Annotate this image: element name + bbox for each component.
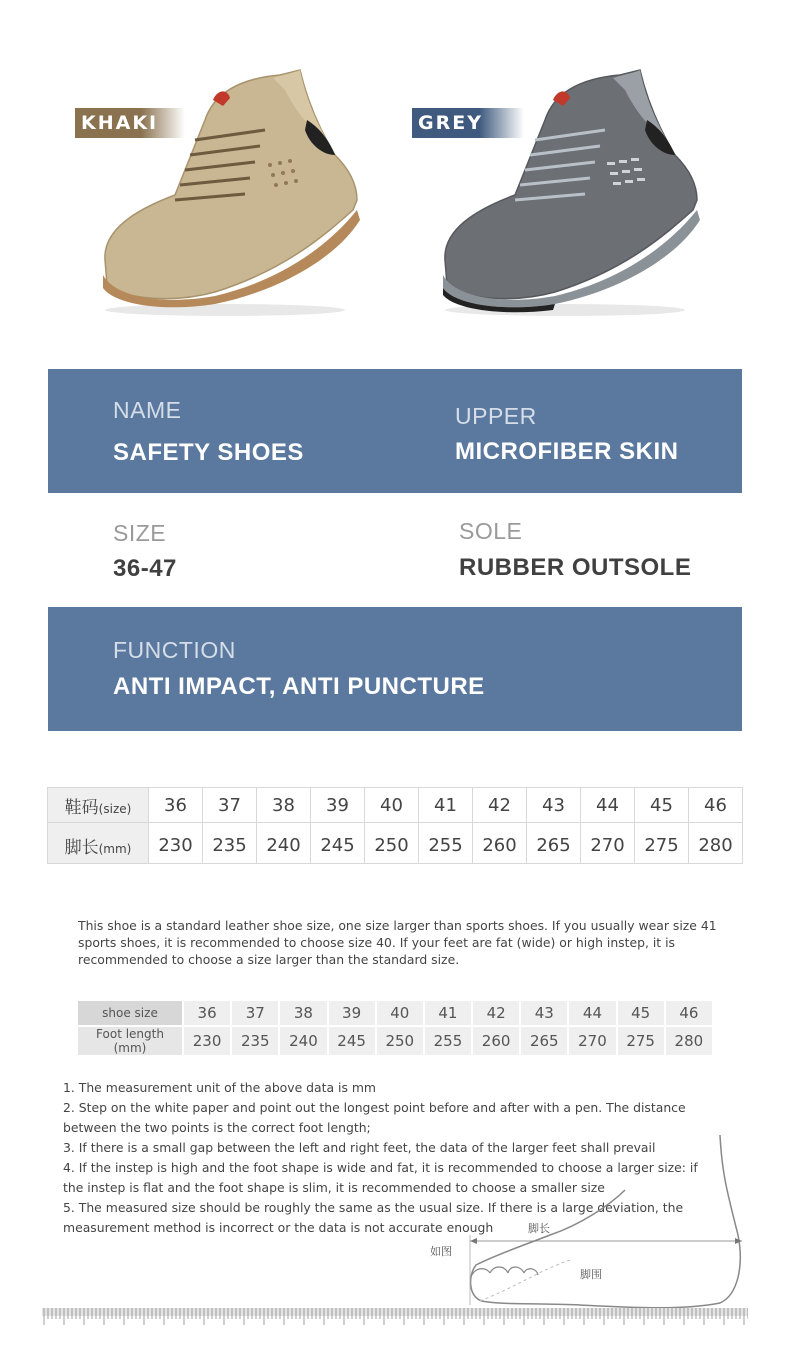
length-cell: 245 — [329, 1027, 375, 1055]
length-cell: 235 — [232, 1027, 278, 1055]
foot-length-row — [78, 1027, 712, 1055]
foot-length-header: Foot length (mm) — [78, 1027, 182, 1055]
instruction-item: 3. If there is a small gap between the left and right feet, the data of the larger feet shall prevail — [63, 1140, 656, 1155]
shoe-size-row — [78, 1001, 712, 1025]
length-cell: 230 — [149, 823, 203, 864]
khaki-shoe-image — [95, 60, 370, 320]
size-cell: 42 — [473, 1001, 519, 1025]
size-cell: 38 — [257, 788, 311, 823]
instruction-item: 5. The measured size should be roughly the same as the usual size. If there is a large deviation, the measurement method is incorrect or the data is not accurate enough — [63, 1200, 684, 1235]
size-cell: 42 — [473, 788, 527, 823]
spec-upper-value: MICROFIBER SKIN — [455, 438, 679, 465]
size-cell: 40 — [365, 788, 419, 823]
length-cell: 240 — [257, 823, 311, 864]
size-cell: 39 — [311, 788, 365, 823]
size-cell: 46 — [689, 788, 743, 823]
shoe-size-header: shoe size — [78, 1001, 182, 1025]
length-cell: 245 — [311, 823, 365, 864]
instruction-item: 1. The measurement unit of the above data is mm — [63, 1080, 376, 1095]
size-cell: 41 — [425, 1001, 471, 1025]
size-cell: 45 — [635, 788, 689, 823]
length-cell: 260 — [473, 1027, 519, 1055]
size-row — [48, 788, 743, 823]
length-cell: 265 — [521, 1027, 567, 1055]
length-row-header: 脚长(mm) — [48, 823, 149, 864]
spec-function-label: FUNCTION — [113, 637, 236, 663]
ruler-graphic — [42, 1305, 748, 1327]
length-cell: 240 — [280, 1027, 326, 1055]
foot-length-label: 脚长 — [528, 1222, 550, 1235]
spec-panel-name-upper — [48, 369, 742, 493]
length-row — [48, 823, 743, 864]
spec-name-value: SAFETY SHOES — [113, 439, 304, 466]
grey-color-tag: GREY — [412, 108, 524, 138]
size-cell: 37 — [232, 1001, 278, 1025]
length-cell: 280 — [689, 823, 743, 864]
spec-sole-label: SOLE — [459, 518, 523, 544]
foot-measurement-diagram — [420, 1135, 760, 1315]
size-cell: 45 — [618, 1001, 664, 1025]
size-cell: 46 — [666, 1001, 712, 1025]
length-cell: 235 — [203, 823, 257, 864]
length-cell: 250 — [377, 1027, 423, 1055]
size-advice-note: This shoe is a standard leather shoe size, one size larger than sports shoes. If you usually wear size 41 sports shoes, it is recommended to choose size 40. If your feet are fat (wide) or high instep, it is recommended to choose a size larger than the standard size. — [78, 918, 717, 967]
spec-upper-label: UPPER — [455, 403, 537, 429]
example-label: 如图 — [430, 1245, 452, 1258]
length-cell: 270 — [581, 823, 635, 864]
length-cell: 280 — [666, 1027, 712, 1055]
arrow-left — [470, 1238, 477, 1244]
girth-line — [480, 1260, 570, 1301]
size-cell: 37 — [203, 788, 257, 823]
size-cell: 38 — [280, 1001, 326, 1025]
spec-size-label: SIZE — [113, 520, 167, 546]
size-chart-table — [47, 787, 743, 864]
spec-name-label: NAME — [113, 397, 182, 423]
foot-girth-label: 脚围 — [580, 1268, 602, 1281]
length-cell: 230 — [184, 1027, 230, 1055]
khaki-color-tag: KHAKI — [75, 108, 185, 138]
grey-shoe-image — [435, 60, 710, 320]
size-cell: 41 — [419, 788, 473, 823]
size-cell: 40 — [377, 1001, 423, 1025]
size-cell: 39 — [329, 1001, 375, 1025]
length-cell: 260 — [473, 823, 527, 864]
toes-outline — [472, 1267, 538, 1275]
spec-size-value: 36-47 — [113, 555, 177, 582]
length-cell: 275 — [618, 1027, 664, 1055]
spec-sole-value: RUBBER OUTSOLE — [459, 554, 692, 581]
shoe-size-table — [76, 999, 714, 1057]
size-cell: 43 — [527, 788, 581, 823]
size-row-header: 鞋码(size) — [48, 788, 149, 823]
length-cell: 255 — [425, 1027, 471, 1055]
spec-function-value: ANTI IMPACT, ANTI PUNCTURE — [113, 673, 485, 700]
size-cell: 36 — [149, 788, 203, 823]
length-cell: 250 — [365, 823, 419, 864]
size-cell: 44 — [581, 788, 635, 823]
foot-outline — [471, 1135, 741, 1308]
spec-panel-function — [48, 607, 742, 731]
length-cell: 270 — [569, 1027, 615, 1055]
instruction-item: 4. If the instep is high and the foot shape is wide and fat, it is recommended to choose a larger size: if the instep is flat and the foot shape is slim, it is recommended to choose a smaller size — [63, 1160, 698, 1195]
size-cell: 44 — [569, 1001, 615, 1025]
length-cell: 255 — [419, 823, 473, 864]
size-cell: 36 — [184, 1001, 230, 1025]
length-cell: 275 — [635, 823, 689, 864]
instruction-item: 2. Step on the white paper and point out the longest point before and after with a pen. The distance between the two points is the correct foot length; — [63, 1100, 686, 1135]
length-cell: 265 — [527, 823, 581, 864]
size-cell: 43 — [521, 1001, 567, 1025]
